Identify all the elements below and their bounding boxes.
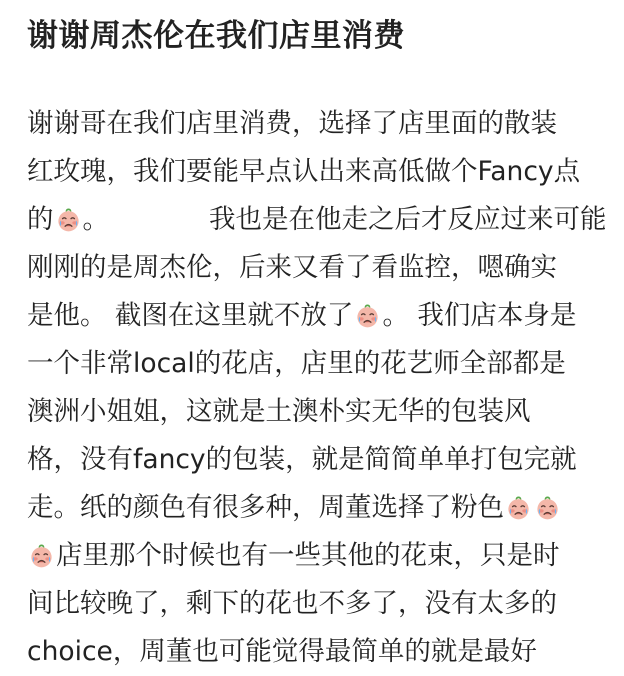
post-text-line — [27, 100, 624, 148]
post-text-line — [27, 628, 624, 676]
text-segment: 店里那个时候也有一些其他的花束，只是时 — [56, 540, 560, 571]
crying-face-emoji — [28, 542, 55, 569]
text-segment: 红玫瑰，我们要能早点认出来高低做个Fancy点 — [27, 156, 581, 187]
post-text-line — [27, 148, 624, 196]
post-text-line — [27, 580, 624, 628]
text-segment: 格，没有fancy的包装，就是简简单单打包完就 — [27, 444, 577, 475]
post-text-line — [27, 436, 624, 484]
post-text-line — [27, 484, 624, 532]
post-text-line — [27, 388, 624, 436]
crying-face-emoji — [354, 302, 381, 329]
post-text-line — [27, 244, 624, 292]
text-segment: 的 — [27, 204, 54, 235]
post-text-line — [27, 340, 624, 388]
text-segment: 。 我们店本身是 — [382, 300, 577, 331]
text-segment: 一个非常local的花店，店里的花艺师全部都是 — [27, 348, 566, 379]
text-segment: 。 — [82, 204, 109, 235]
text-segment: 是他。 截图在这里就不放了 — [27, 300, 354, 331]
post-title: 谢谢周杰伦在我们店里消费 — [27, 18, 405, 54]
crying-face-emoji — [505, 494, 532, 521]
text-segment: choice，周董也可能觉得最简单的就是最好 — [27, 636, 537, 667]
crying-face-emoji — [55, 206, 82, 233]
post-text-line — [27, 196, 624, 244]
text-segment: 走。纸的颜色有很多种，周董选择了粉色 — [27, 492, 504, 523]
post-text-line — [27, 532, 624, 580]
post-text-line — [27, 292, 624, 340]
text-segment: 间比较晚了，剩下的花也不多了，没有太多的 — [27, 588, 557, 619]
post-body — [27, 100, 624, 676]
text-segment: 我也是在他走之后才反应过来可能 — [209, 204, 607, 235]
text-segment: 澳洲小姐姐，这就是土澳朴实无华的包装风 — [27, 396, 531, 427]
text-segment: 谢谢哥在我们店里消费，选择了店里面的散装 — [27, 108, 557, 139]
crying-face-emoji — [534, 494, 561, 521]
text-segment: 刚刚的是周杰伦，后来又看了看监控，嗯确实 — [27, 252, 557, 283]
